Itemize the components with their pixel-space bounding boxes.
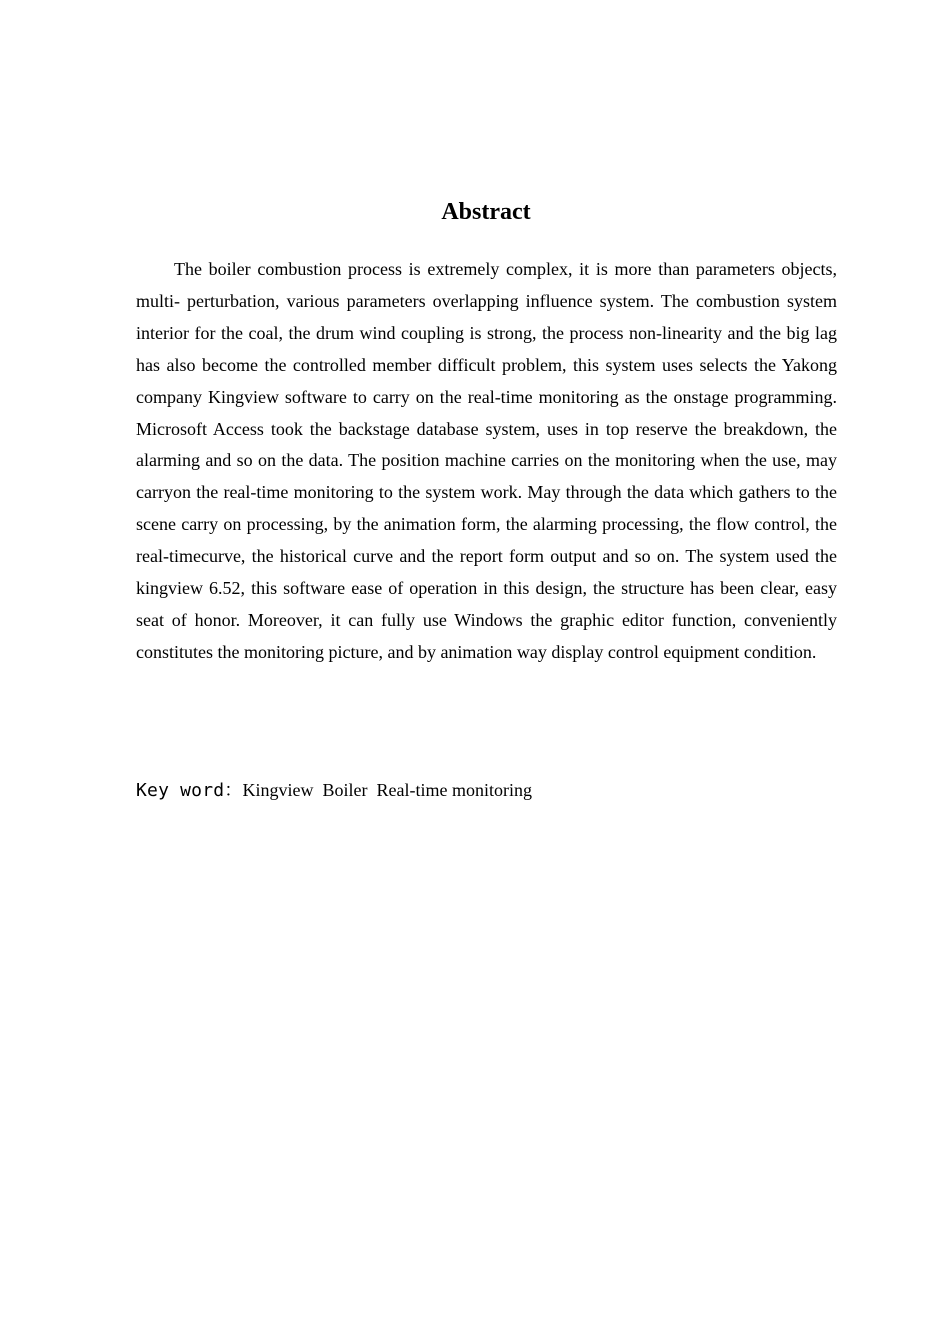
keywords-label: Key word： bbox=[136, 780, 243, 801]
keyword-item: Kingview bbox=[242, 780, 314, 800]
keyword-item: Boiler bbox=[322, 780, 368, 800]
page-title: Abstract bbox=[441, 199, 531, 225]
abstract-paragraph: The boiler combustion process is extremely complex, it is more than parameters objects, multi- perturbation, various parameters overlapping influence system. The combustion system interior for the coal, the drum wind coupling is strong, the process non-linearity and the big lag has also become the controlled member difficult problem, this system uses selects the Yakong company Kingview software to carry on the real-time monitoring as the onstage programming. Microsoft Access took the backstage database system, uses in top reserve the breakdown, the alarming and so on the data. The position machine carries on the monitoring when the use, may carryon the real-time monitoring to the system work. May through the data which gathers to the scene carry on processing, by the animation form, the alarming processing, the flow control, the real-timecurve, the historical curve and the report form output and so on. The system used the kingview 6.52, this software ease of operation in this design, the structure has been clear, easy seat of honor. Moreover, it can fully use Windows the graphic editor function, conveniently constitutes the monitoring picture, and by animation way display control equipment condition. bbox=[136, 259, 837, 662]
keywords-line bbox=[136, 775, 837, 806]
keyword-item: Real-time monitoring bbox=[376, 780, 532, 800]
